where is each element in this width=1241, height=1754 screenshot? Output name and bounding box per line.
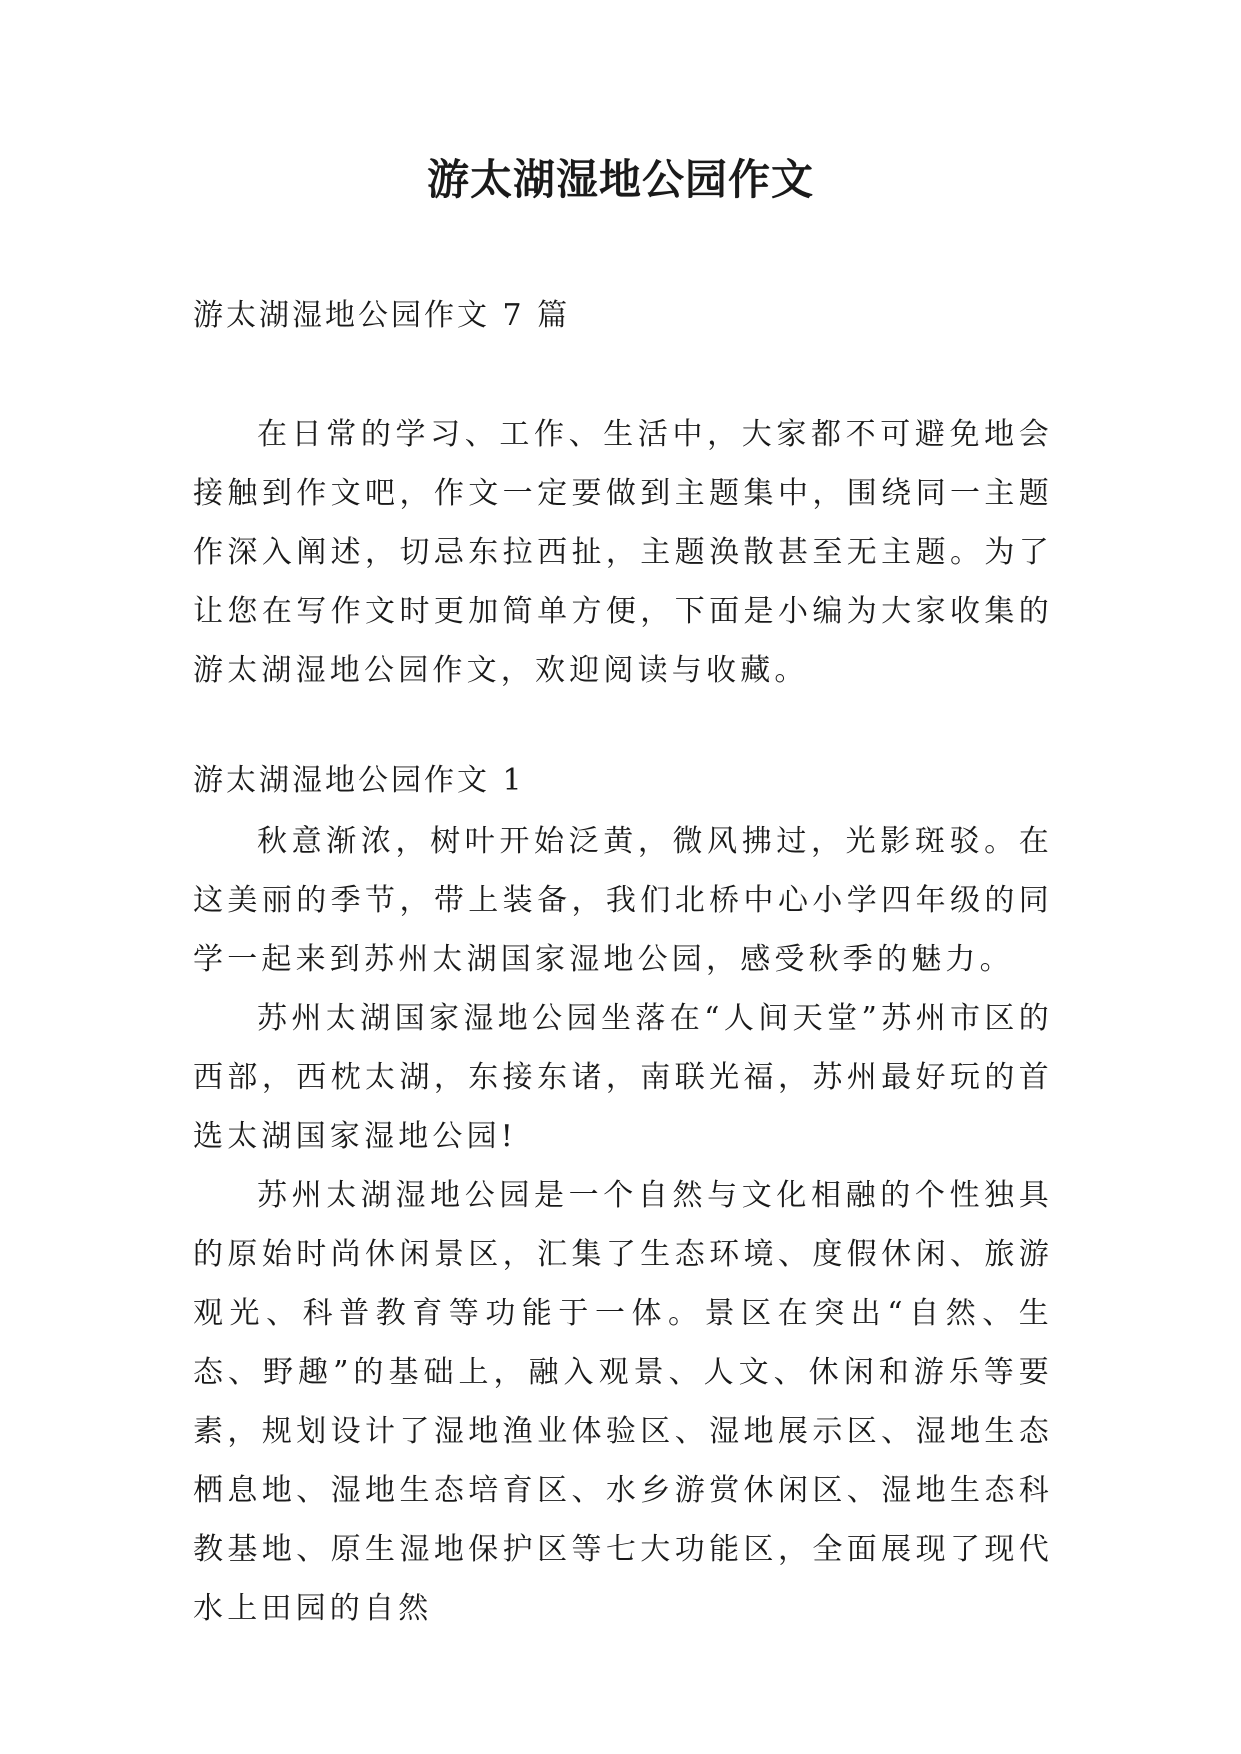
intro-paragraph: 在日常的学习、工作、生活中，大家都不可避免地会接触到作文吧，作文一定要做到主题集中，围绕同一主题作深入阐述，切忌东拉西扯，主题涣散甚至无主题。为了让您在写作文时更加简单方便，下面是小编为大家收集的游太湖湿地公园作文，欢迎阅读与收藏。 — [193, 417, 1053, 688]
document-subtitle: 游太湖湿地公园作文 7 篇 — [193, 298, 571, 333]
section-heading: 游太湖湿地公园作文 1 — [193, 763, 525, 798]
body-paragraph-1: 秋意渐浓，树叶开始泛黄，微风拂过，光影斑驳。在这美丽的季节，带上装备，我们北桥中心小学四年级的同学一起来到苏州太湖国家湿地公园，感受秋季的魅力。 — [193, 824, 1053, 977]
body-paragraph-3: 苏州太湖湿地公园是一个自然与文化相融的个性独具的原始时尚休闲景区，汇集了生态环境、度假休闲、旅游观光、科普教育等功能于一体。景区在突出“自然、生态、野趣”的基础上，融入观景、人文、休闲和游乐等要素，规划设计了湿地渔业体验区、湿地展示区、湿地生态栖息地、湿地生态培育区、水乡游赏休闲区、湿地生态科教基地、原生湿地保护区等七大功能区，全面展现了现代水上田园的自然 — [193, 1178, 1053, 1626]
document-title: 游太湖湿地公园作文 — [426, 155, 814, 204]
body-paragraph-2: 苏州太湖国家湿地公园坐落在“人间天堂”苏州市区的西部，西枕太湖，东接东诸，南联光福，苏州最好玩的首选太湖国家湿地公园! — [193, 1001, 1053, 1154]
